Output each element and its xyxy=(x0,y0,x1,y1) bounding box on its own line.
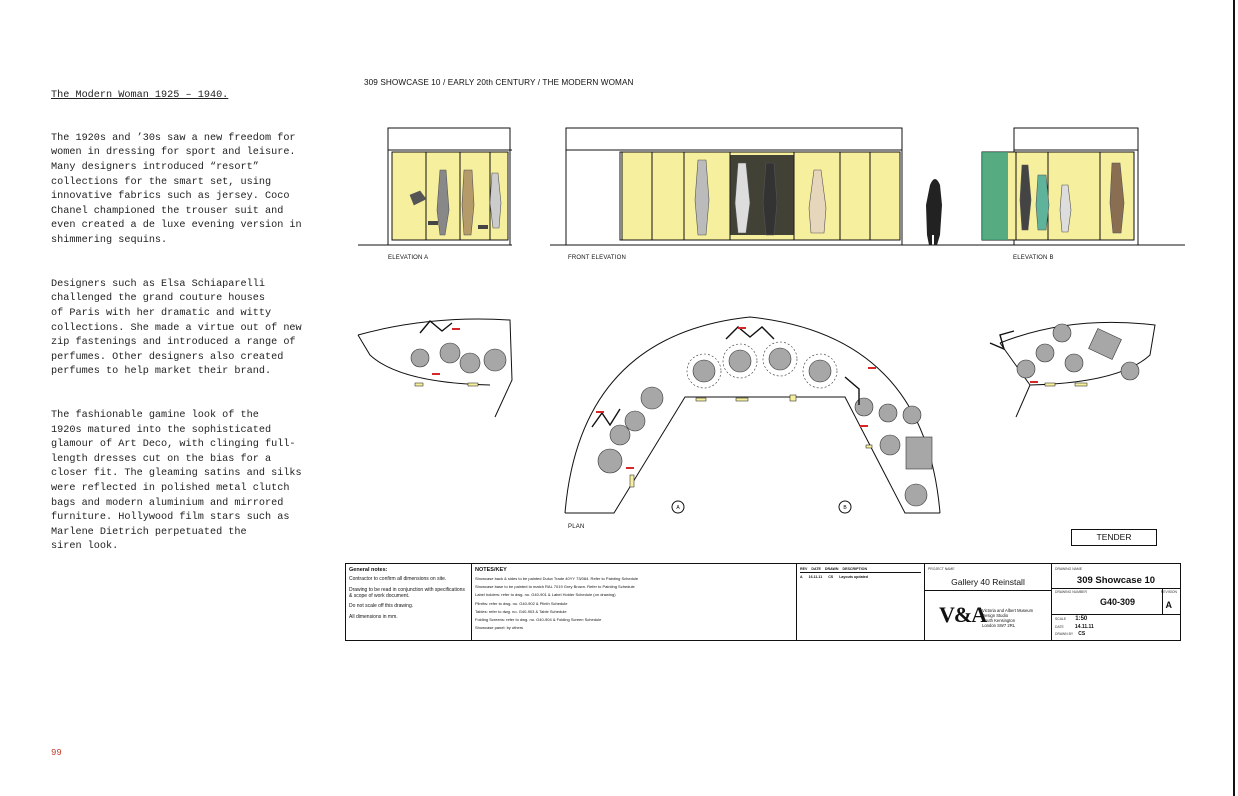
elevation-b-label: ELEVATION B xyxy=(1013,255,1054,261)
plan-label: PLAN xyxy=(568,524,585,530)
page-edge-rule xyxy=(1233,0,1235,796)
essay-paragraph: Designers such as Elsa Schiaparelli challenged the grand couture houses of Paris with her dramatic and witty collections. She made a virtue out of new zip fastenings and introduced a range of perfumes. Other designers also created perfumes to help market their brand. xyxy=(51,278,302,378)
notes-key-heading: NOTES/KEY xyxy=(475,567,507,573)
notes-key-line: Folding Screens: refer to dwg. no. G40-904 & Folding Screen Schedule xyxy=(475,616,602,622)
revision-cell: Layouts updated xyxy=(839,575,868,579)
essay-paragraph: The fashionable gamine look of the 1920s matured into the sophisticated glamour of Art Deco, with clinging full- length dresses cut on the bias for a closer fit. The gleaming satins and silks were reflected in polished metal clutch bags and modern aluminium and mirrored furniture. Hollywood film stars such as Marlene Dietrich perpetuated the siren look. xyxy=(51,410,302,553)
drawing-number-label: DRAWING NUMBER xyxy=(1055,590,1087,594)
revision-cell: CS xyxy=(828,575,834,579)
section-marker-b-label: B xyxy=(843,505,847,511)
section-marker-b xyxy=(839,501,851,513)
rev-header: REV xyxy=(800,567,808,571)
revision-cell: 16.11.11 xyxy=(808,575,823,579)
notes-key-line: Showcase back & sides to be painted Dulux Trade 40YY 73/084. Refer to Painting Schedule xyxy=(475,576,639,581)
studio-address: Victoria and Albert Museum Design Studio South Kensington London SW7 2RL xyxy=(982,608,1034,628)
notes-key-line: Plinths: refer to dwg. no. G40-902 & Plinth Schedule xyxy=(475,600,568,606)
drawn-header: DRAWN xyxy=(824,567,839,571)
plan-drawing xyxy=(358,317,1155,513)
elevation-a-label: ELEVATION A xyxy=(388,255,429,261)
drawing-title: 309 SHOWCASE 10 / EARLY 20th CENTURY / THE MODERN WOMAN xyxy=(364,78,634,87)
tender-stamp: TENDER xyxy=(1071,529,1157,546)
drawing-number: G40-309 xyxy=(1100,597,1136,607)
scale-row xyxy=(1055,616,1087,622)
essay-column xyxy=(51,74,321,584)
front-elevation-label: FRONT ELEVATION xyxy=(568,255,627,261)
drawing-name: 309 Showcase 10 xyxy=(1076,575,1156,586)
notes-key-line: Tables: refer to dwg. no. G40-903 & Table Schedule xyxy=(475,608,567,614)
project-panel xyxy=(925,564,1052,640)
section-marker-a xyxy=(672,501,684,513)
human-figure-icon xyxy=(926,179,942,245)
page-number: 99 xyxy=(51,748,62,758)
drawn-by-value: CS xyxy=(1078,631,1086,637)
revision-cell: A xyxy=(800,575,803,579)
showcase-drawing xyxy=(340,115,1185,530)
general-note: Drawing to be read in conjunction with specifications & scope of work document. xyxy=(349,586,465,599)
date-value: 14.11.11 xyxy=(1074,624,1094,630)
drawing-name-label: DRAWING NAME xyxy=(1055,567,1082,571)
general-note: All dimensions in mm. xyxy=(349,613,398,620)
elevation-a-drawing xyxy=(358,128,512,245)
date-header: DATE xyxy=(811,567,821,571)
general-note: Contractor to confirm all dimensions on site. xyxy=(349,576,447,582)
essay-paragraph: The 1920s and ’30s saw a new freedom for women in dressing for sport and leisure. Many designers introduced “resort” collections for the smart set, using innovative fabrics such as jersey. Coco Chanel championed the trouser suit and even created a de luxe evening version in shimmering sequins. xyxy=(51,132,302,246)
general-note: Do not scale off this drawing. xyxy=(349,603,414,609)
project-name-label: PROJECT NAME xyxy=(928,567,955,571)
project-title: Gallery 40 Reinstall xyxy=(951,577,1025,587)
essay-title: The Modern Woman 1925 – 1940. xyxy=(51,89,229,101)
description-header: DESCRIPTION xyxy=(842,567,868,571)
section-marker-a-label: A xyxy=(676,505,680,511)
notes-key xyxy=(472,564,797,640)
general-notes xyxy=(346,564,472,640)
notes-key-line: Label holders: refer to dwg. no. G40-901 & Label Holder Schedule (on drawing) xyxy=(475,592,616,598)
date-row xyxy=(1055,624,1094,630)
revision-table xyxy=(797,564,925,640)
drawing-info xyxy=(1052,564,1180,640)
date-label: DATE xyxy=(1055,625,1064,629)
scale-label: SCALE xyxy=(1055,617,1067,621)
scale-value: 1:50 xyxy=(1075,616,1088,622)
drawn-by-row xyxy=(1055,631,1085,637)
revision-row xyxy=(800,575,921,579)
revision-label: REVISION xyxy=(1160,590,1177,594)
va-logo: V&A xyxy=(939,602,987,627)
revision-value: A xyxy=(1165,600,1172,610)
notes-key-line: Showcase base to be painted to match RAL 7019 Grey Brown. Refer to Painting Schedule xyxy=(475,584,635,590)
title-block xyxy=(345,563,1181,641)
elevation-b-drawing xyxy=(982,128,1138,245)
general-notes-heading: General notes: xyxy=(349,567,388,573)
drawn-by-label: DRAWN BY xyxy=(1055,632,1074,636)
notes-key-line: Showcase panel: by others xyxy=(475,625,524,631)
